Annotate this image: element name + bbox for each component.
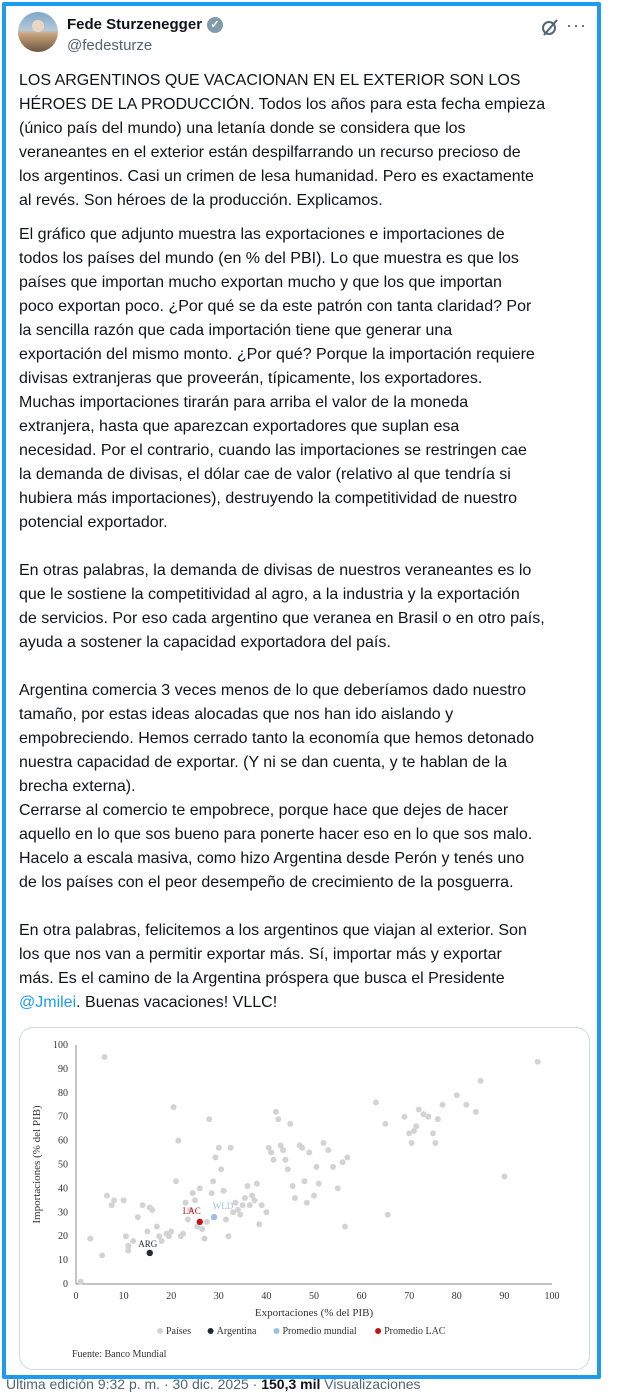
pais-point bbox=[175, 1138, 181, 1144]
x-axis-label: Exportaciones (% del PIB) bbox=[254, 1307, 374, 1319]
pais-point bbox=[430, 1130, 436, 1136]
pais-point bbox=[454, 1092, 460, 1098]
pais-point bbox=[190, 1190, 196, 1196]
pais-point bbox=[182, 1200, 188, 1206]
scatter-chart bbox=[20, 1028, 589, 1369]
pais-point bbox=[168, 1228, 174, 1234]
pais-point bbox=[185, 1216, 191, 1222]
x-tick-label: 40 bbox=[261, 1291, 272, 1302]
edit-timestamp[interactable]: Última edición 9:32 p. m. · 30 dic. 2025 · bbox=[6, 1376, 262, 1392]
pais-point bbox=[232, 1200, 238, 1206]
pais-point bbox=[478, 1078, 484, 1084]
pais-point bbox=[221, 1188, 227, 1194]
views-label: Visualizaciones bbox=[320, 1376, 421, 1392]
pais-point bbox=[111, 1197, 117, 1203]
pais-point bbox=[306, 1150, 312, 1156]
argentina-point bbox=[147, 1250, 153, 1256]
pais-point bbox=[535, 1059, 541, 1065]
pais-point bbox=[192, 1197, 198, 1203]
tweet-text-span: . Buenas vacaciones! VLLC! bbox=[76, 994, 278, 1011]
pais-point bbox=[290, 1183, 296, 1189]
y-tick-label: 0 bbox=[63, 1279, 68, 1290]
pais-point bbox=[180, 1231, 186, 1237]
pais-point bbox=[78, 1279, 84, 1285]
pais-point bbox=[144, 1228, 150, 1234]
tweet-paragraph bbox=[19, 919, 589, 1015]
pais-point bbox=[416, 1107, 422, 1113]
legend-marker bbox=[375, 1328, 381, 1334]
x-tick-label: 20 bbox=[166, 1291, 177, 1302]
legend-marker bbox=[274, 1328, 280, 1334]
pais-point bbox=[340, 1159, 346, 1165]
y-tick-label: 30 bbox=[58, 1207, 68, 1219]
annotation-arg: ARG bbox=[138, 1238, 158, 1249]
pais-point bbox=[123, 1233, 129, 1239]
pais-point bbox=[285, 1166, 291, 1172]
pais-point bbox=[149, 1207, 155, 1213]
pais-point bbox=[197, 1185, 203, 1191]
legend-marker bbox=[157, 1328, 163, 1334]
pais-point bbox=[313, 1164, 319, 1170]
pais-point bbox=[210, 1178, 216, 1184]
author-name[interactable]: Fede Sturzenegger bbox=[67, 16, 203, 33]
pais-point bbox=[325, 1147, 331, 1153]
pais-point bbox=[223, 1216, 229, 1222]
pais-point bbox=[254, 1181, 260, 1187]
x-tick-label: 50 bbox=[309, 1291, 319, 1302]
lac-average-point bbox=[197, 1219, 203, 1225]
tweet-card bbox=[2, 2, 601, 1379]
pais-point bbox=[280, 1147, 286, 1153]
pais-point bbox=[252, 1197, 258, 1203]
pais-point bbox=[259, 1202, 265, 1208]
pais-point bbox=[244, 1183, 250, 1189]
pais-point bbox=[382, 1121, 388, 1127]
pais-point bbox=[130, 1238, 136, 1244]
chart-image[interactable] bbox=[19, 1027, 590, 1370]
pais-point bbox=[413, 1123, 419, 1129]
pais-point bbox=[273, 1109, 279, 1115]
y-tick-label: 80 bbox=[58, 1087, 68, 1099]
verified-badge-icon: ✓ bbox=[207, 17, 223, 33]
pais-point bbox=[121, 1197, 127, 1203]
pais-point bbox=[373, 1099, 379, 1105]
annotation-lac: LAC bbox=[182, 1205, 201, 1216]
pais-point bbox=[242, 1195, 248, 1201]
y-tick-label: 10 bbox=[58, 1255, 68, 1267]
x-tick-label: 60 bbox=[356, 1291, 367, 1302]
y-axis-label: Importaciones (% del PIB) bbox=[31, 1105, 43, 1224]
legend-label: Promedio mundial bbox=[282, 1326, 357, 1337]
tweet-text-span: En otra palabras, felicitemos a los argentinos que viajan al exterior. Son los que nos van a permitir exportar más. Sí, importar más y exportar más. Es el camino de la Argentina próspera que busca el Presidente bbox=[19, 922, 527, 987]
y-tick-label: 70 bbox=[58, 1111, 68, 1123]
pais-point bbox=[473, 1109, 479, 1115]
pais-point bbox=[463, 1102, 469, 1108]
pais-point bbox=[501, 1173, 507, 1179]
pais-point bbox=[135, 1214, 141, 1220]
pais-point bbox=[159, 1238, 165, 1244]
pais-point bbox=[301, 1178, 307, 1184]
pais-point bbox=[240, 1202, 246, 1208]
pais-point bbox=[299, 1145, 305, 1151]
pais-point bbox=[154, 1224, 160, 1230]
pais-point bbox=[425, 1114, 431, 1120]
avatar[interactable] bbox=[18, 12, 58, 52]
tweet-paragraph: En otras palabras, la demanda de divisas de nuestros veraneantes es lo que le sostiene la competitividad al agro, a la industria y la exportación de servicios. Por eso cada argentino que veranea en Brasil o en otro país, ayuda a sostener la capacidad exportadora del país. bbox=[19, 562, 545, 651]
pais-point bbox=[99, 1252, 105, 1258]
mention-link[interactable]: @Jmilei bbox=[19, 994, 77, 1011]
y-tick-label: 60 bbox=[58, 1135, 68, 1147]
pais-point bbox=[228, 1145, 234, 1151]
grok-icon[interactable] bbox=[540, 17, 560, 37]
y-tick-label: 20 bbox=[58, 1231, 68, 1243]
y-tick-label: 50 bbox=[58, 1159, 68, 1171]
pais-point bbox=[171, 1104, 177, 1110]
y-tick-label: 40 bbox=[58, 1183, 68, 1195]
pais-point bbox=[275, 1116, 281, 1122]
tweet-body bbox=[19, 69, 589, 1039]
pais-point bbox=[247, 1202, 253, 1208]
views-count: 150,3 mil bbox=[261, 1376, 321, 1392]
pais-point bbox=[271, 1157, 277, 1163]
legend-label: Promedio LAC bbox=[384, 1326, 446, 1337]
pais-point bbox=[87, 1236, 93, 1242]
pais-point bbox=[173, 1178, 179, 1184]
more-icon[interactable]: ··· bbox=[566, 15, 587, 35]
x-tick-label: 80 bbox=[451, 1291, 462, 1302]
pais-point bbox=[212, 1154, 218, 1160]
y-tick-label: 100 bbox=[53, 1040, 68, 1051]
annotation-wld: WLD bbox=[212, 1201, 234, 1212]
pais-point bbox=[342, 1224, 348, 1230]
x-tick-label: 70 bbox=[404, 1291, 415, 1302]
y-tick-label: 90 bbox=[58, 1063, 68, 1075]
pais-point bbox=[385, 1212, 391, 1218]
pais-point bbox=[311, 1193, 317, 1199]
pais-point bbox=[344, 1154, 350, 1160]
pais-point bbox=[256, 1221, 262, 1227]
pais-point bbox=[225, 1233, 231, 1239]
pais-point bbox=[287, 1121, 293, 1127]
legend-label: Países bbox=[166, 1326, 191, 1337]
pais-point bbox=[216, 1145, 222, 1151]
pais-point bbox=[140, 1202, 146, 1208]
pais-point bbox=[304, 1200, 310, 1206]
x-tick-label: 90 bbox=[499, 1291, 510, 1302]
pais-point bbox=[435, 1116, 441, 1122]
pais-point bbox=[330, 1164, 336, 1170]
pais-point bbox=[321, 1140, 327, 1146]
pais-point bbox=[282, 1157, 288, 1163]
tweet-paragraph: Argentina comercia 3 veces menos de lo que deberíamos dado nuestro tamaño, por estas ideas alocadas que nos han ido aislando y empobreciendo. Hemos cerrado tanto la economía que hemos detonado nuestra capacidad de exportar. (Y ni se dan cuenta, y te hablan de la brecha externa). Cerrarse al comercio te empobrece, porque hace que dejes de hacer aquello en lo que sos bueno para ponerte hacer eso en lo que sos malo. Hacelo a escala masiva, como hizo Argentina desde Perón y tenés uno de los países con el peor desempeño de crecimiento de la posguerra. bbox=[19, 682, 534, 891]
x-tick-label: 100 bbox=[544, 1291, 560, 1302]
pais-point bbox=[218, 1166, 224, 1172]
pais-point bbox=[432, 1140, 438, 1146]
pais-point bbox=[263, 1209, 269, 1215]
pais-point bbox=[316, 1181, 322, 1187]
pais-point bbox=[409, 1140, 415, 1146]
x-tick-label: 10 bbox=[118, 1291, 129, 1302]
pais-point bbox=[204, 1219, 210, 1225]
pais-point bbox=[209, 1190, 215, 1196]
chart-source: Fuente: Banco Mundial bbox=[72, 1349, 167, 1360]
pais-point bbox=[104, 1193, 110, 1199]
tweet-paragraph: El gráfico que adjunto muestra las exportaciones e importaciones de todos los países del mundo (en % del PBI). Lo que muestra es que los países que importan mucho exportan mucho y que los que importan poco exportan poco. ¿Por qué se da este patrón con tanta claridad? Por la sencilla razón que cada importación tiene que generar una exportación del mismo monto. ¿Por qué? Porque la importación requiere divisas extranjeras que proveerán, típicamente, los exportadores. Muchas importaciones tirarán para arriba el valor de la moneda extranjera, hasta que aparezcan exportadores que suplan esa necesidad. Por el contrario, cuando las importaciones se restringen cae la demanda de divisas, el dólar cae de valor (relativo al que tendría si hubiera más importaciones), destruyendo la competitividad de nuestro potencial exportador. bbox=[19, 226, 535, 531]
pais-point bbox=[102, 1054, 108, 1060]
pais-point bbox=[292, 1195, 298, 1201]
world-average-point bbox=[211, 1214, 217, 1220]
pais-point bbox=[335, 1185, 341, 1191]
legend-label: Argentina bbox=[216, 1326, 257, 1337]
pais-point bbox=[199, 1226, 205, 1232]
pais-point bbox=[206, 1116, 212, 1122]
pais-point bbox=[440, 1102, 446, 1108]
pais-point bbox=[268, 1150, 274, 1156]
tweet-paragraph: LOS ARGENTINOS QUE VACACIONAN EN EL EXTERIOR SON LOS HÉROES DE LA PRODUCCIÓN. Todos los años para esta fecha empieza (único país del mundo) una letanía donde se considera que los veraneantes en el exterior están despilfarrando un recurso precioso de los argentinos. Casi un crimen de lesa humanidad. Pero es exactamente al revés. Son héroes de la producción. Explicamos. bbox=[19, 72, 546, 209]
x-tick-label: 0 bbox=[73, 1291, 79, 1302]
legend-marker bbox=[208, 1328, 214, 1334]
tweet-footer bbox=[6, 1376, 421, 1392]
pais-point bbox=[237, 1212, 243, 1218]
pais-point bbox=[202, 1236, 208, 1242]
x-tick-label: 30 bbox=[213, 1291, 224, 1302]
author-handle[interactable]: @fedesturze bbox=[67, 37, 153, 54]
pais-point bbox=[125, 1248, 131, 1254]
pais-point bbox=[401, 1114, 407, 1120]
